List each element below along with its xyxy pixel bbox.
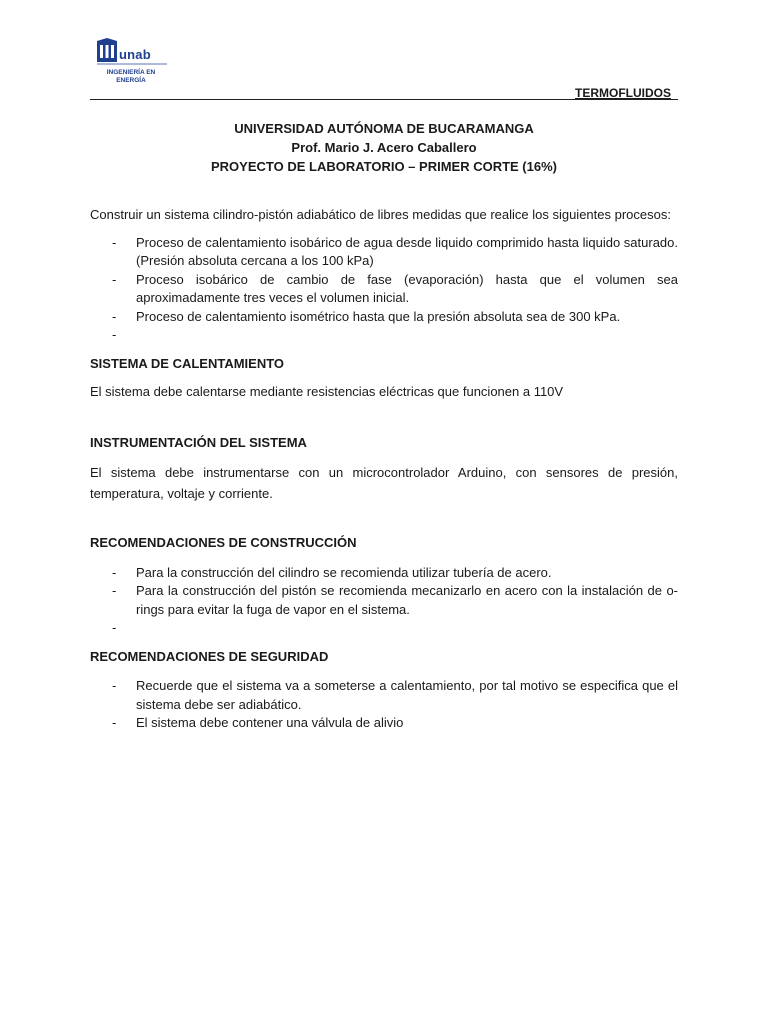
instrumentation-paragraph: El sistema debe instrumentarse con un microcontrolador Arduino, con sensores de presión, temperatura, voltaje y corriente. [90,465,678,501]
logo-subtitle: INGENIERÍA EN ENERGÍA [106,69,156,84]
list-item [90,326,678,345]
logo-brand: unab [119,47,151,62]
university-name: UNIVERSIDAD AUTÓNOMA DE BUCARAMANGA [234,121,534,136]
list-dash: - [112,583,117,598]
list-item: - Recuerde que el sistema va a someterse a calentamiento, por tal motivo se especifica que el sistema debe ser adiabático. [112,678,678,712]
list-item: - Proceso de calentamiento isométrico hasta que la presión absoluta sea de 300 kPa. [90,308,678,327]
list-dash: - [112,715,117,730]
list-item: - Proceso isobárico de cambio de fase (evaporación) hasta que el volumen sea aproximadamente tres veces el volumen inicial. [112,271,678,305]
logo-divider [97,63,167,65]
course-name: TERMOFLUIDOS [575,86,671,100]
construction-heading: RECOMENDACIONES DE CONSTRUCCIÓN [90,535,357,550]
list-item [90,619,678,638]
list-dash: - [112,620,117,635]
heating-paragraph: El sistema debe calentarse mediante resistencias eléctricas que funcionen a 110V [90,384,564,399]
list-dash: - [112,327,117,342]
document-title [90,119,678,176]
document-body [90,206,678,733]
safety-list [90,677,678,733]
heating-heading: SISTEMA DE CALENTAMIENTO [90,355,285,371]
list-dash: - [112,564,117,580]
list-item: - Para la construcción del cilindro se recomienda utilizar tubería de acero. [90,564,678,583]
list-dash: - [112,678,117,693]
list-item: - Para la construcción del pistón se recomienda mecanizarlo en acero con la instalación de o-rings para evitar la fuga de vapor en el sistema. [112,583,678,617]
instrumentation-heading: INSTRUMENTACIÓN DEL SISTEMA [90,434,307,450]
construction-list [90,564,678,638]
list-dash: - [112,308,117,324]
process-list [90,234,678,345]
safety-heading: RECOMENDACIONES DE SEGURIDAD [90,648,329,664]
header-divider [90,99,678,100]
university-building-icon [97,38,117,62]
project-title: PROYECTO DE LABORATORIO – PRIMER CORTE (16%) [211,159,557,174]
list-dash: - [112,234,117,250]
professor-name: Prof. Mario J. Acero Caballero [291,140,477,155]
list-dash: - [112,271,117,287]
unab-logo [97,38,167,90]
list-item: - El sistema debe contener una válvula de alivio [90,714,678,733]
intro-paragraph: Construir un sistema cilindro-pistón adiabático de libres medidas que realice los siguientes procesos: [90,207,671,222]
list-item: - Proceso de calentamiento isobárico de agua desde liquido comprimido hasta liquido saturado. (Presión absoluta cercana a los 100 kPa) [112,234,679,268]
